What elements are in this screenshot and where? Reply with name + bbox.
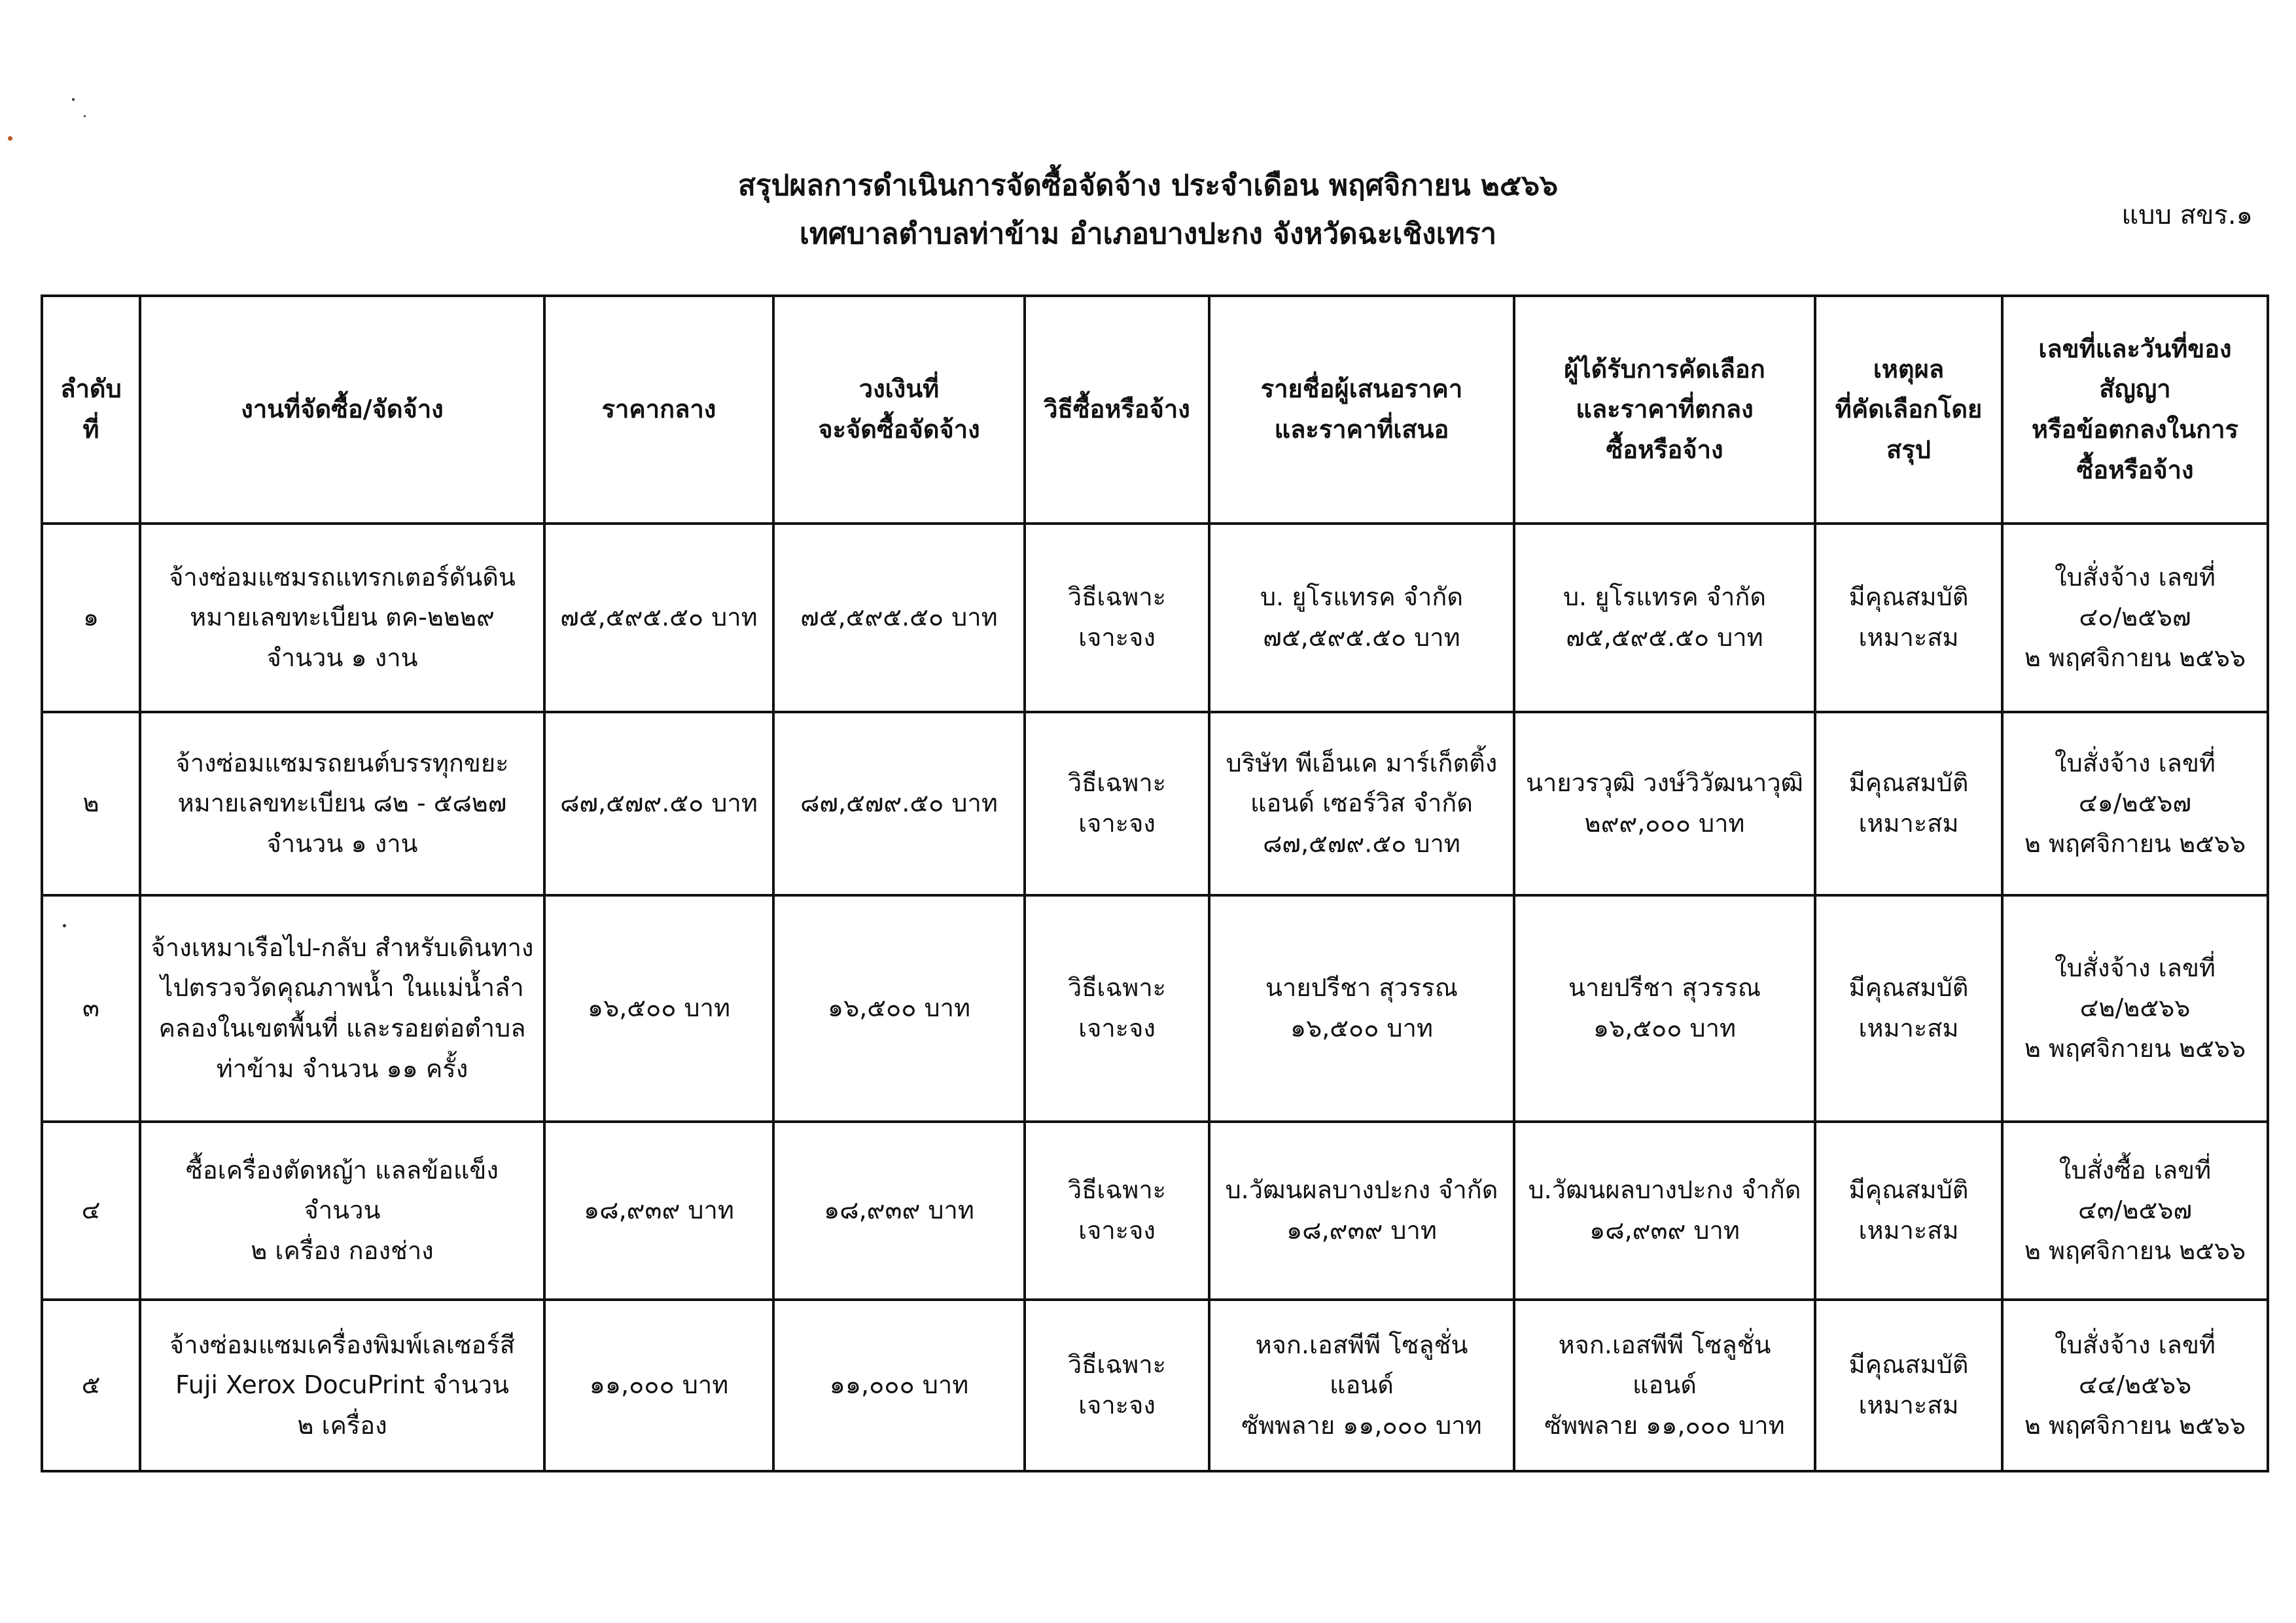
table-row bbox=[42, 895, 2268, 1122]
form-code: แบบ สขร.๑ bbox=[2121, 200, 2253, 230]
cell-contract: ใบสั่งจ้าง เลขที่ ๔๑/๒๕๖๗ ๒ พฤศจิกายน ๒๕๖๖ bbox=[2002, 712, 2268, 895]
cell-task: จ้างซ่อมแซมรถแทรกเตอร์ดันดิน หมายเลขทะเบียน ตค-๒๒๒๙ จำนวน ๑ งาน bbox=[140, 524, 544, 712]
cell-reason: มีคุณสมบัติ เหมาะสม bbox=[1815, 524, 2002, 712]
cell-task: ซื้อเครื่องตัดหญ้า แลลข้อแข็ง จำนวน ๒ เครื่อง กองช่าง bbox=[140, 1122, 544, 1300]
cell-method: วิธีเฉพาะเจาะจง bbox=[1025, 1122, 1209, 1300]
cell-selected: นายวรวุฒิ วงษ์วิวัฒนาวุฒิ ๒๙๙,๐๐๐ บาท bbox=[1514, 712, 1815, 895]
cell-median-price: ๑๑,๐๐๐ บาท bbox=[544, 1300, 773, 1471]
cell-budget: ๑๑,๐๐๐ บาท bbox=[773, 1300, 1025, 1471]
cell-selected: บ. ยูโรแทรค จำกัด ๗๕,๕๙๕.๕๐ บาท bbox=[1514, 524, 1815, 712]
cell-bidders: บริษัท พีเอ็นเค มาร์เก็ตติ้ง แอนด์ เซอร์วิส จำกัด ๘๗,๕๗๙.๕๐ บาท bbox=[1209, 712, 1514, 895]
cell-reason: มีคุณสมบัติ เหมาะสม bbox=[1815, 1122, 2002, 1300]
cell-reason: มีคุณสมบัติ เหมาะสม bbox=[1815, 1300, 2002, 1471]
cell-median-price: ๑๘,๙๓๙ บาท bbox=[544, 1122, 773, 1300]
cell-task: จ้างซ่อมแซมเครื่องพิมพ์เลเซอร์สี Fuji Xerox DocuPrint จำนวน ๒ เครื่อง bbox=[140, 1300, 544, 1471]
cell-reason: มีคุณสมบัติ เหมาะสม bbox=[1815, 712, 2002, 895]
cell-selected: บ.วัฒนผลบางปะกง จำกัด ๑๘,๙๓๙ บาท bbox=[1514, 1122, 1815, 1300]
procurement-table bbox=[41, 294, 2269, 1472]
cell-budget: ๑๖,๕๐๐ บาท bbox=[773, 895, 1025, 1122]
cell-selected: นายปรีชา สุวรรณ ๑๖,๕๐๐ บาท bbox=[1514, 895, 1815, 1122]
cell-method: วิธีเฉพาะเจาะจง bbox=[1025, 1300, 1209, 1471]
table-row bbox=[42, 1122, 2268, 1300]
cell-budget: ๘๗,๕๗๙.๕๐ บาท bbox=[773, 712, 1025, 895]
table-header-row bbox=[42, 296, 2268, 524]
cell-bidders: นายปรีชา สุวรรณ ๑๖,๕๐๐ บาท bbox=[1209, 895, 1514, 1122]
column-header-budget: วงเงินที่ จะจัดซื้อจัดจ้าง bbox=[773, 296, 1025, 524]
cell-contract: ใบสั่งจ้าง เลขที่ ๔๔/๒๕๖๖ ๒ พฤศจิกายน ๒๕๖๖ bbox=[2002, 1300, 2268, 1471]
cell-bidders: หจก.เอสพีพี โซลูชั่น แอนด์ ซัพพลาย ๑๑,๐๐๐ บาท bbox=[1209, 1300, 1514, 1471]
cell-contract: ใบสั่งซื้อ เลขที่ ๔๓/๒๕๖๗ ๒ พฤศจิกายน ๒๕๖๖ bbox=[2002, 1122, 2268, 1300]
cell-no: ๕ bbox=[42, 1300, 140, 1471]
scan-speck bbox=[8, 136, 12, 141]
column-header-contract: เลขที่และวันที่ของ สัญญา หรือข้อตกลงในการ ซื้อหรือจ้าง bbox=[2002, 296, 2268, 524]
cell-no: ๑ bbox=[42, 524, 140, 712]
scan-speck bbox=[84, 115, 86, 117]
cell-budget: ๑๘,๙๓๙ บาท bbox=[773, 1122, 1025, 1300]
cell-no: ๓ bbox=[42, 895, 140, 1122]
cell-bidders: บ.วัฒนผลบางปะกง จำกัด ๑๘,๙๓๙ บาท bbox=[1209, 1122, 1514, 1300]
cell-budget: ๗๕,๕๙๕.๕๐ บาท bbox=[773, 524, 1025, 712]
cell-reason: มีคุณสมบัติ เหมาะสม bbox=[1815, 895, 2002, 1122]
cell-task: จ้างซ่อมแซมรถยนต์บรรทุกขยะ หมายเลขทะเบียน ๘๒ - ๕๘๒๗ จำนวน ๑ งาน bbox=[140, 712, 544, 895]
column-header-no: ลำดับที่ bbox=[42, 296, 140, 524]
column-header-method: วิธีซื้อหรือจ้าง bbox=[1025, 296, 1209, 524]
cell-method: วิธีเฉพาะเจาะจง bbox=[1025, 895, 1209, 1122]
cell-task: จ้างเหมาเรือไป-กลับ สำหรับเดินทาง ไปตรวจวัดคุณภาพน้ำ ในแม่น้ำลำ คลองในเขตพื้นที่ และรอยต่อตำบล ท่าข้าม จำนวน ๑๑ ครั้ง bbox=[140, 895, 544, 1122]
cell-median-price: ๗๕,๕๙๕.๕๐ บาท bbox=[544, 524, 773, 712]
column-header-median-price: ราคากลาง bbox=[544, 296, 773, 524]
cell-median-price: ๑๖,๕๐๐ บาท bbox=[544, 895, 773, 1122]
cell-bidders: บ. ยูโรแทรค จำกัด ๗๕,๕๙๕.๕๐ บาท bbox=[1209, 524, 1514, 712]
cell-contract: ใบสั่งจ้าง เลขที่ ๔๐/๒๕๖๗ ๒ พฤศจิกายน ๒๕๖๖ bbox=[2002, 524, 2268, 712]
cell-no: ๔ bbox=[42, 1122, 140, 1300]
cell-method: วิธีเฉพาะเจาะจง bbox=[1025, 712, 1209, 895]
table-row bbox=[42, 524, 2268, 712]
cell-contract: ใบสั่งจ้าง เลขที่ ๔๒/๒๕๖๖ ๒ พฤศจิกายน ๒๕๖๖ bbox=[2002, 895, 2268, 1122]
scan-speck bbox=[72, 98, 75, 101]
cell-no: ๒ bbox=[42, 712, 140, 895]
cell-median-price: ๘๗,๕๗๙.๕๐ บาท bbox=[544, 712, 773, 895]
cell-selected: หจก.เอสพีพี โซลูชั่น แอนด์ ซัพพลาย ๑๑,๐๐๐ บาท bbox=[1514, 1300, 1815, 1471]
column-header-task: งานที่จัดซื้อ/จัดจ้าง bbox=[140, 296, 544, 524]
table-row bbox=[42, 712, 2268, 895]
column-header-selected: ผู้ได้รับการคัดเลือก และราคาที่ตกลง ซื้อหรือจ้าง bbox=[1514, 296, 1815, 524]
cell-method: วิธีเฉพาะเจาะจง bbox=[1025, 524, 1209, 712]
column-header-reason: เหตุผล ที่คัดเลือกโดย สรุป bbox=[1815, 296, 2002, 524]
document-subtitle: เทศบาลตำบลท่าข้าม อำเภอบางปะกง จังหวัดฉะเชิงเทรา bbox=[799, 217, 1497, 251]
table-row bbox=[42, 1300, 2268, 1471]
document-title: สรุปผลการดำเนินการจัดซื้อจัดจ้าง ประจำเดือน พฤศจิกายน ๒๕๖๖ bbox=[737, 169, 1559, 202]
column-header-bidders: รายชื่อผู้เสนอราคา และราคาที่เสนอ bbox=[1209, 296, 1514, 524]
